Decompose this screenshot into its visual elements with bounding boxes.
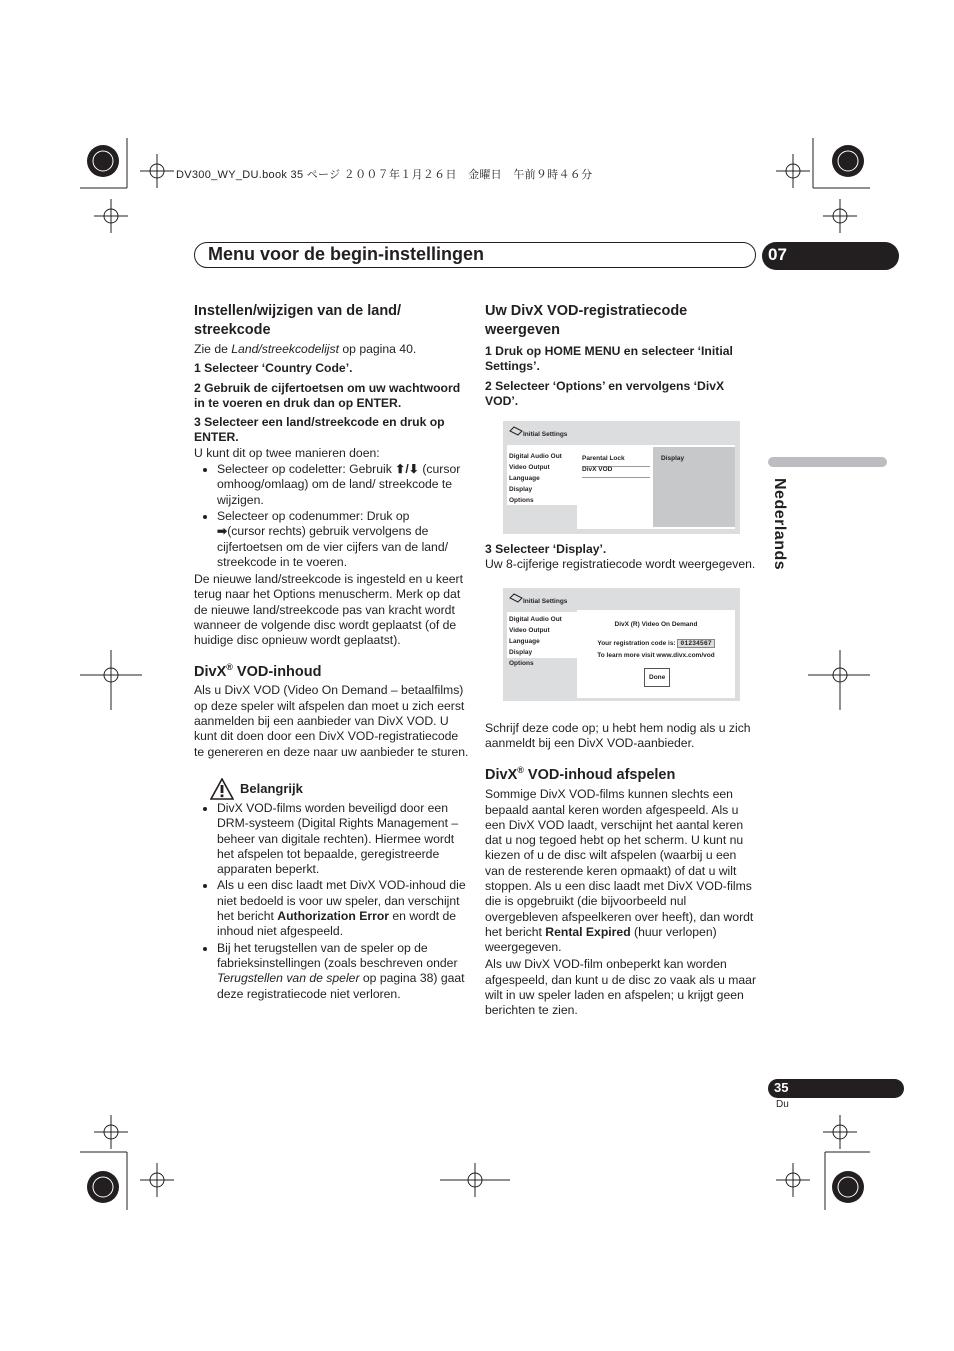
step-2: 2 Selecteer ‘Options’ en vervolgens ‘DivX VOD’. xyxy=(485,378,725,408)
menu-item[interactable]: Video Output xyxy=(509,464,550,472)
done-button[interactable]: Done xyxy=(644,668,670,687)
paragraph: De nieuwe land/streekcode is ingesteld en u keert terug naar het Options menuscherm. Merk op dat de nieuwe land/streekcode pas van kracht wordt wanneer de volgende disc wordt geplaatst (of de huidige disc opnieuw wordt geplaatst). xyxy=(194,572,463,648)
ref-title: Land/streekcodelijst xyxy=(231,342,339,356)
list-item: • DivX VOD-films worden beveiligd door een DRM-systeem (Digital Rights Management – beheer van digitale rechten). Hiermee wordt het afspelen tot bepaalde, geregistreerde apparaten beperkt. xyxy=(217,801,469,877)
side-language-label: Nederlands xyxy=(771,478,788,571)
list-item xyxy=(217,462,469,508)
list-item xyxy=(217,509,469,570)
bullet-text: Selecteer op codeletter: Gebruik xyxy=(217,462,396,477)
heading-text: DivX xyxy=(194,663,227,680)
section-heading xyxy=(485,761,757,785)
arrow-right-icon: ➡ xyxy=(217,524,228,539)
initial-settings-screenshot-1 xyxy=(503,421,740,534)
ref-text-end: op pagina 40. xyxy=(338,342,417,356)
important-text: Belangrijk xyxy=(240,781,303,797)
file-header: DV300_WY_DU.book 35 ページ ２００７年１月２６日 金曜日 午前９時４６分 xyxy=(176,169,593,181)
step-1: 1 Selecteer ‘Country Code’. xyxy=(194,361,353,376)
message-name: Rental Expired xyxy=(545,924,631,939)
step-3: 3 Selecteer een land/streekcode en druk op ENTER. xyxy=(194,415,445,445)
bullet-text: Als u een disc laadt met DivX VOD-inhoud die niet bedoeld is voor uw speler, dan verschijnt het bericht xyxy=(217,878,466,924)
paragraph: Als u DivX VOD (Video On Demand – betaalfilms) op deze speler wilt afspelen dan moet u zich eerst aanmelden bij een aanbieder van DivX VOD. U kunt dit doen door een DivX VOD-registratiecode te genereren en deze naar uw aanbieder te sturen. xyxy=(194,683,469,759)
menu-item[interactable]: Digital Audio Out xyxy=(509,615,562,623)
method-list xyxy=(194,462,469,570)
heading-text-end: VOD-inhoud afspelen xyxy=(523,767,676,784)
code-label: Your registration code is: xyxy=(597,639,676,647)
ref-title: Terugstellen van de speler xyxy=(217,971,360,986)
submenu-item[interactable]: Parental Lock xyxy=(582,451,650,467)
step-2: 2 Gebruik de cijfertoetsen om uw wachtwoord in te voeren en druk dan op ENTER. xyxy=(194,380,461,410)
important-label xyxy=(210,778,469,800)
step-3: 3 Selecteer ‘Display’. xyxy=(485,542,607,557)
screen-title: Initial Settings xyxy=(523,431,568,439)
message-name: Authorization Error xyxy=(277,909,390,924)
menu-item[interactable]: Display xyxy=(509,648,533,656)
bullet-text-end: op pagina 38) gaat deze registratiecode niet verloren. xyxy=(217,971,465,1001)
bullet-text-end: en wordt de inhoud niet afgespeeld. xyxy=(217,909,457,939)
bullet-text-end: (cursor rechts) gebruik vervolgens de cijfertoetsen om de vier cijfers van de land/ streekcode in te voeren. xyxy=(217,524,448,569)
menu-item[interactable]: Video Output xyxy=(509,626,550,634)
important-list xyxy=(194,801,469,1002)
paragraph: Als uw DivX VOD-film onbeperkt kan worden afgespeeld, dan kunt u de disc zo vaak als u maar wilt in uw speler laden en afspelen; u krijgt geen berichten te zien. xyxy=(485,957,756,1018)
initial-settings-screenshot-2 xyxy=(503,588,740,701)
heading-text: DivX xyxy=(485,767,518,784)
menu-item[interactable]: Options xyxy=(509,497,534,505)
side-tab-bar xyxy=(768,457,887,467)
screen-title: Initial Settings xyxy=(523,597,568,605)
registration-code: 01234567 xyxy=(677,639,714,648)
bullet-text: Selecteer op codenummer: Druk op xyxy=(217,508,410,523)
cross-reference xyxy=(194,342,469,357)
settings-menu xyxy=(509,614,562,669)
ref-text: Zie de xyxy=(194,342,232,356)
paragraph: Schrijf deze code op; u hebt hem nodig als u zich aanmeldt bij een DivX VOD-aanbieder. xyxy=(485,720,751,751)
chapter-title: Menu voor de begin-instellingen xyxy=(208,244,485,264)
list-item xyxy=(217,878,469,939)
step-3-text: U kunt dit op twee manieren doen: xyxy=(194,445,380,460)
settings-menu xyxy=(509,451,562,506)
left-column xyxy=(194,302,469,1004)
section-heading: Uw DivX VOD-registratiecode weergeven xyxy=(485,303,688,338)
option-display[interactable]: Display xyxy=(661,455,685,463)
bullet-text-end: (cursor omhoog/omlaag) om de land/ streekcode te wijzigen. xyxy=(217,462,461,507)
page-number: 35 xyxy=(774,1080,789,1095)
heading-text-end: VOD-inhoud xyxy=(232,663,322,680)
learn-more-text: To learn more visit www.divx.com/vod xyxy=(597,651,715,659)
bullet-text: Bij het terugstellen van de speler op de fabrieksinstellingen (zoals beschreven onder xyxy=(217,940,458,970)
menu-item[interactable]: Display xyxy=(509,486,533,494)
menu-item[interactable]: Language xyxy=(509,475,540,483)
registered-mark: ® xyxy=(226,661,233,672)
submenu-item[interactable]: DivX VOD xyxy=(582,462,650,478)
section-heading: Instellen/wijzigen van de land/ streekcode xyxy=(194,303,402,338)
page-language: Du xyxy=(776,1099,789,1110)
list-item xyxy=(217,941,469,1002)
menu-item[interactable]: Options xyxy=(509,659,534,667)
menu-item[interactable]: Digital Audio Out xyxy=(509,453,562,461)
disc-settings-icon xyxy=(509,426,523,436)
step-3-text: Uw 8-cijferige registratiecode wordt weergegeven. xyxy=(485,557,756,572)
paragraph-text: Sommige DivX VOD-films kunnen slechts een bepaald aantal keren worden afgespeeld. Als u een DivX VOD laadt, verschijnt het aantal keren dat u nog tegoed hebt op het scherm. U kunt nu kiezen of u de disc wilt afspelen (waarbij u een van de resterende keren opmaakt) of dat u wilt stoppen. Als u een disc laadt met DivX VOD-films die is opgebruikt (die bijvoorbeeld nul overgebleven afspeelkeren over heeft), dan wordt het bericht xyxy=(485,787,754,939)
arrow-up-down-icon: ⬆/⬇ xyxy=(395,462,419,477)
divx-heading: DivX (R) Video On Demand xyxy=(614,620,698,628)
paragraph-text-end: (huur verlopen) weergegeven. xyxy=(485,924,717,955)
disc-settings-icon xyxy=(509,593,523,603)
registered-mark: ® xyxy=(517,765,524,776)
section-heading xyxy=(194,658,469,682)
right-column xyxy=(485,302,757,1019)
chapter-number: 07 xyxy=(768,245,787,264)
warning-icon xyxy=(210,778,234,800)
step-1: 1 Druk op HOME MENU en selecteer ‘Initial Settings’. xyxy=(485,344,733,374)
paragraph xyxy=(485,787,757,955)
menu-item[interactable]: Language xyxy=(509,637,540,645)
